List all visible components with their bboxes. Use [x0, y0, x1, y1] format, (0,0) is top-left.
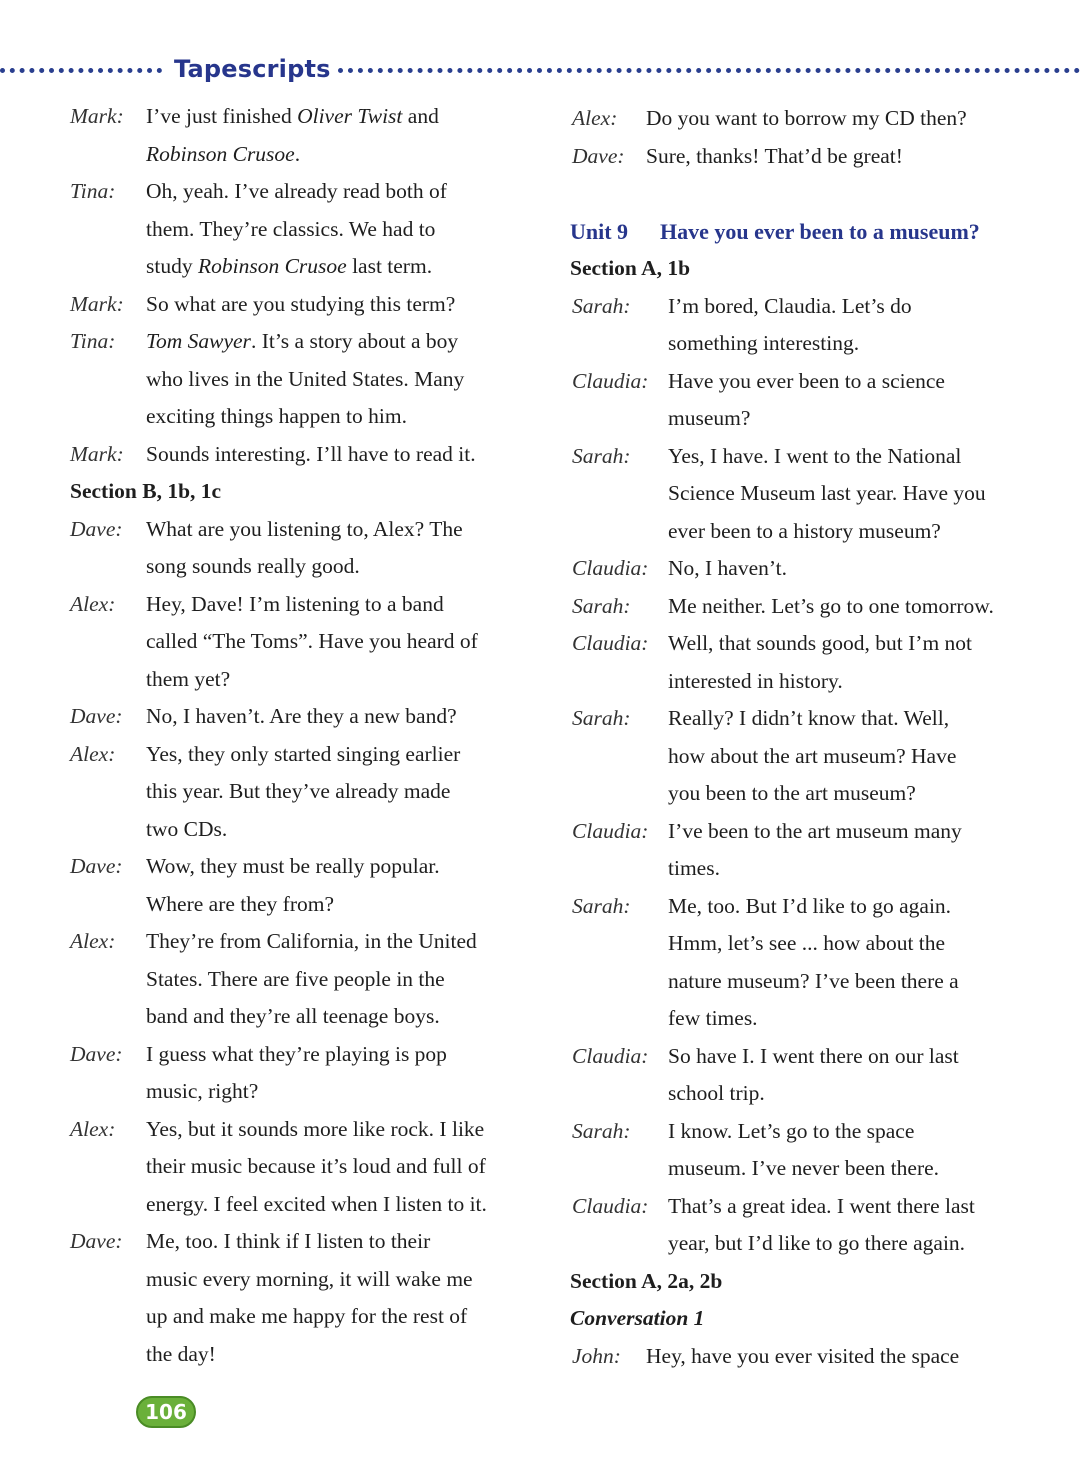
unit-heading [570, 213, 1050, 251]
speaker-name: Sarah: [572, 706, 631, 730]
dialogue-line [570, 400, 1050, 438]
dialogue-text: school trip. [668, 1081, 765, 1105]
speaker-name: Dave: [70, 516, 123, 541]
speaker-name: Tina: [70, 329, 116, 353]
dialogue-text: That’s a great idea. I went there last [668, 1193, 975, 1218]
speaker-name: Dave: [70, 854, 123, 878]
speaker-name: Sarah: [572, 593, 631, 618]
dialogue-text: Tom Sawyer. It’s a story about a boy [146, 329, 459, 353]
speaker-name: Mark: [70, 441, 124, 466]
dialogue-text: few times. [668, 1006, 758, 1030]
speaker-name: Alex: [70, 741, 116, 766]
dialogue-line [70, 961, 540, 999]
dialogue-text: up and make me happy for the rest of [146, 1304, 468, 1328]
speaker-name: Alex: [70, 1116, 116, 1141]
dialogue-text: No, I haven’t. Are they a new band? [146, 704, 457, 728]
dialogue-text: music every morning, it will wake me [146, 1266, 473, 1291]
dialogue-line [570, 1075, 1050, 1113]
dialogue-text: I guess what they’re playing is pop [146, 1041, 447, 1066]
dialogue-text: What are you listening to, Alex? The [146, 516, 463, 541]
dialogue-text: interested in history. [668, 668, 843, 693]
dialogue-line [70, 548, 540, 586]
speaker-name: Sarah: [572, 293, 631, 318]
dialogue-text: you been to the art museum? [668, 781, 916, 805]
dialogue-text: Hey, Dave! I’m listening to a band [146, 591, 444, 616]
dialogue-line [570, 288, 1050, 326]
speaker-name: Alex: [572, 106, 618, 130]
dialogue-text: So what are you studying this term? [146, 291, 456, 316]
dialogue-line [70, 1223, 540, 1261]
dialogue-text: Robinson Crusoe. [146, 141, 301, 166]
dialogue-line [70, 98, 540, 136]
dialogue-text: them yet? [146, 666, 231, 691]
dialogue-line [70, 1111, 540, 1149]
header-dotted-rule-right [338, 68, 1080, 73]
dialogue-text: year, but I’d like to go there again. [668, 1231, 966, 1255]
dialogue-line [70, 1036, 540, 1074]
dialogue-line [70, 923, 540, 961]
dialogue-text: Me neither. Let’s go to one tomorrow. [668, 593, 994, 618]
dialogue-text: music, right? [146, 1079, 259, 1103]
dialogue-text: Hmm, let’s see ... how about the [668, 931, 946, 955]
dialogue-line [70, 136, 540, 174]
conversation-heading: Conversation 1 [570, 1306, 705, 1330]
dialogue-text: Hey, have you ever visited the space [646, 1343, 960, 1368]
dialogue-text: study Robinson Crusoe last term. [146, 254, 433, 278]
dialogue-text: who lives in the United States. Many [146, 366, 465, 391]
speaker-name: John: [572, 1343, 621, 1368]
dialogue-line [570, 850, 1050, 888]
dialogue-text: I’m bored, Claudia. Let’s do [668, 293, 912, 318]
dialogue-text: Me, too. But I’d like to go again. [668, 893, 952, 918]
dialogue-text: Yes, they only started singing earlier [146, 741, 461, 766]
dialogue-line [70, 436, 540, 474]
dialogue-text: Have you ever been to a science [668, 368, 945, 393]
dialogue-text: song sounds really good. [146, 554, 360, 578]
dialogue-line [70, 323, 540, 361]
speaker-name: Sarah: [572, 1118, 631, 1143]
dialogue-text: Science Museum last year. Have you [668, 481, 986, 505]
dialogue-text: Really? I didn’t know that. Well, [668, 706, 950, 730]
dialogue-line [570, 513, 1050, 551]
speaker-name: Dave: [70, 1229, 123, 1253]
dialogue-line [70, 1298, 540, 1336]
dialogue-text: Yes, but it sounds more like rock. I like [146, 1116, 485, 1141]
dialogue-line [70, 586, 540, 624]
dialogue-text: how about the art museum? Have [668, 743, 957, 768]
dialogue-line [570, 588, 1050, 626]
dialogue-text: Well, that sounds good, but I’m not [668, 631, 973, 655]
section-heading: Section A, 1b [570, 256, 691, 280]
dialogue-line [70, 848, 540, 886]
dialogue-line [570, 813, 1050, 851]
dialogue-text: the day! [146, 1341, 216, 1366]
dialogue-text: Do you want to borrow my CD then? [646, 106, 967, 130]
dialogue-line [570, 1038, 1050, 1076]
dialogue-line [570, 100, 1050, 138]
speaker-name: Claudia: [572, 1043, 649, 1068]
dialogue-line [70, 1073, 540, 1111]
dialogue-line [570, 363, 1050, 401]
dialogue-text: Oh, yeah. I’ve already read both of [146, 179, 447, 203]
speaker-name: Sarah: [572, 893, 631, 918]
speaker-name: Claudia: [572, 556, 649, 580]
dialogue-line [70, 661, 540, 699]
dialogue-line [70, 173, 540, 211]
dialogue-line [70, 623, 540, 661]
speaker-name: Claudia: [572, 631, 649, 655]
dialogue-line [570, 1000, 1050, 1038]
dialogue-line [70, 773, 540, 811]
speaker-name: Alex: [70, 591, 116, 616]
dialogue-line [70, 998, 540, 1036]
dialogue-text: They’re from California, in the United [146, 929, 477, 953]
dialogue-line [70, 811, 540, 849]
dialogue-line [570, 1188, 1050, 1226]
speaker-name: Tina: [70, 179, 116, 203]
unit-number: Unit 9 [570, 218, 629, 244]
dialogue-text: their music because it’s loud and full of [146, 1154, 486, 1178]
speaker-name: Claudia: [572, 818, 649, 843]
dialogue-line [570, 775, 1050, 813]
dialogue-text: Where are they from? [146, 891, 335, 916]
dialogue-line [570, 1113, 1050, 1151]
dialogue-text: nature museum? I’ve been there a [668, 968, 959, 993]
book-title: Tom Sawyer [146, 329, 251, 353]
speaker-name: Claudia: [572, 368, 649, 393]
dialogue-text: Sure, thanks! That’d be great! [646, 143, 903, 168]
dialogue-line [70, 511, 540, 549]
dialogue-text: Sounds interesting. I’ll have to read it. [146, 441, 476, 466]
dialogue-line [70, 1261, 540, 1299]
speaker-name: Dave: [70, 704, 123, 728]
dialogue-line [70, 398, 540, 436]
right-column [570, 100, 1050, 1375]
dialogue-text: museum. I’ve never been there. [668, 1156, 940, 1180]
dialogue-line [70, 1336, 540, 1374]
dialogue-line [570, 663, 1050, 701]
dialogue-line [570, 738, 1050, 776]
dialogue-text: something interesting. [668, 331, 860, 355]
left-column [70, 98, 540, 1373]
dialogue-text: I know. Let’s go to the space [668, 1118, 915, 1143]
dialogue-text: times. [668, 856, 720, 880]
dialogue-line [570, 325, 1050, 363]
dialogue-text: them. They’re classics. We had to [146, 216, 436, 241]
dialogue-text: two CDs. [146, 816, 228, 841]
speaker-name: Dave: [572, 143, 625, 168]
dialogue-line [70, 361, 540, 399]
dialogue-line [70, 736, 540, 774]
dialogue-text: ever been to a history museum? [668, 518, 941, 543]
speaker-name: Sarah: [572, 443, 631, 468]
dialogue-line [70, 211, 540, 249]
dialogue-text: Wow, they must be really popular. [146, 854, 440, 878]
dialogue-text: So have I. I went there on our last [668, 1043, 959, 1068]
unit-title: Have you ever been to a museum? [660, 218, 980, 244]
dialogue-line [70, 1148, 540, 1186]
dialogue-line [570, 475, 1050, 513]
dialogue-text: States. There are five people in the [146, 966, 445, 991]
book-title: Oliver Twist [297, 104, 403, 128]
dialogue-line [570, 1150, 1050, 1188]
dialogue-text: Me, too. I think if I listen to their [146, 1229, 431, 1253]
dialogue-line [570, 925, 1050, 963]
header-dotted-rule-left [0, 68, 162, 73]
spacer [570, 175, 1050, 213]
speaker-name: Alex: [70, 929, 116, 953]
dialogue-text: band and they’re all teenage boys. [146, 1004, 440, 1028]
header-title: Tapescripts [174, 55, 331, 83]
dialogue-line [570, 1338, 1050, 1376]
dialogue-text: exciting things happen to him. [146, 404, 407, 428]
dialogue-line [570, 550, 1050, 588]
dialogue-line [70, 886, 540, 924]
dialogue-text: No, I haven’t. [668, 556, 788, 580]
dialogue-text: Yes, I have. I went to the National [668, 443, 962, 468]
book-title: Robinson Crusoe [197, 254, 347, 278]
speaker-name: Mark: [70, 291, 124, 316]
book-title: Robinson Crusoe [146, 141, 295, 166]
dialogue-line [570, 700, 1050, 738]
dialogue-text: energy. I feel excited when I listen to it. [146, 1191, 487, 1216]
dialogue-text: called “The Toms”. Have you heard of [146, 629, 478, 653]
page-header [0, 54, 1080, 84]
dialogue-line [570, 438, 1050, 476]
dialogue-line [70, 286, 540, 324]
dialogue-line [70, 248, 540, 286]
dialogue-line [570, 625, 1050, 663]
page-number-badge: 106 [136, 1396, 196, 1428]
dialogue-text: museum? [668, 406, 751, 430]
dialogue-line [570, 888, 1050, 926]
section-heading: Section A, 2a, 2b [570, 1268, 723, 1293]
dialogue-line [570, 138, 1050, 176]
dialogue-line [570, 963, 1050, 1001]
section-heading: Section B, 1b, 1c [70, 479, 222, 503]
dialogue-text: I’ve been to the art museum many [668, 818, 962, 843]
dialogue-line [70, 1186, 540, 1224]
speaker-name: Dave: [70, 1041, 123, 1066]
speaker-name: Claudia: [572, 1193, 649, 1218]
dialogue-text: I’ve just finished Oliver Twist and [146, 104, 439, 128]
dialogue-line [70, 698, 540, 736]
dialogue-text: this year. But they’ve already made [146, 779, 451, 803]
dialogue-line [570, 1225, 1050, 1263]
speaker-name: Mark: [70, 104, 124, 128]
